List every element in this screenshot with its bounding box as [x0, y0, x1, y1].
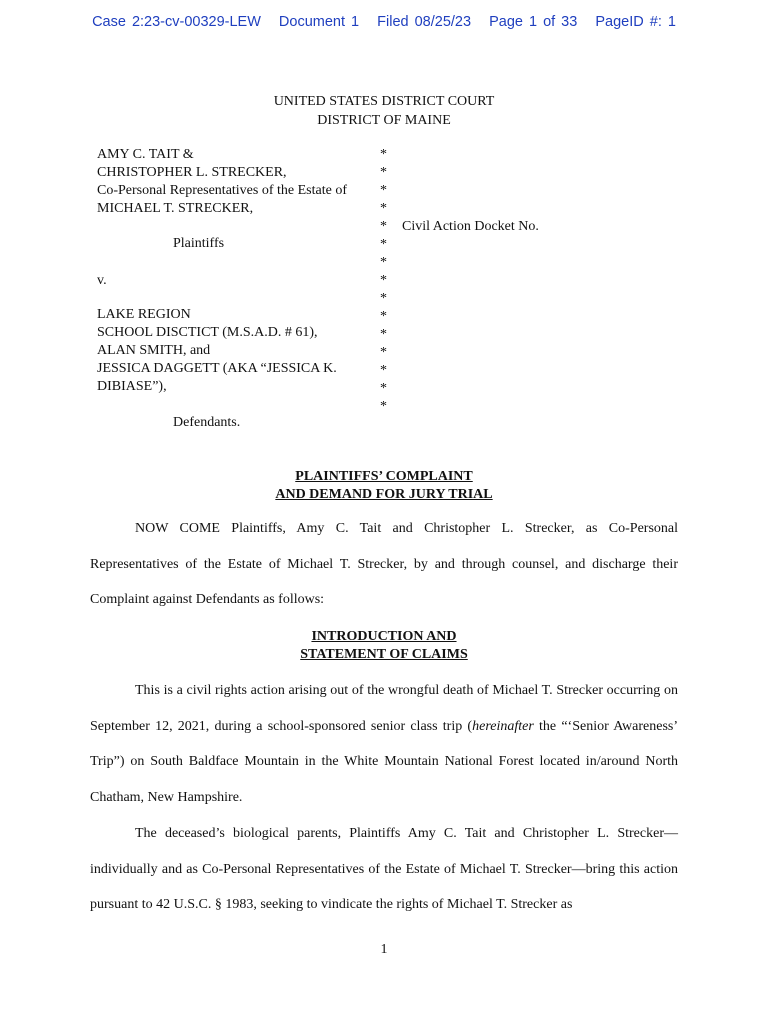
docket-label: Civil Action Docket No. [402, 219, 539, 234]
defendant-line-3: ALAN SMITH, and [97, 343, 211, 358]
case-header [0, 14, 768, 30]
caption-star: * [380, 165, 387, 180]
plaintiff-line-3: Co-Personal Representatives of the Estate of [97, 183, 347, 198]
complaint-title-line-2: AND DEMAND FOR JURY TRIAL [275, 487, 493, 502]
versus: v. [97, 273, 107, 288]
plaintiffs-label: Plaintiffs [173, 236, 225, 251]
defendants-label: Defendants. [173, 415, 241, 430]
para2-text: The deceased’s biological parents, Plaintiffs Amy C. Tait and Christopher L. Strecker—individually and as Co-Personal Representatives of the Estate of Michael T. Strecker—bring this action pursuant to 42 U.S.C. § 1983, seeking to vindicate the rights of Michael T. Strecker as [90, 826, 678, 913]
defendant-line-4: JESSICA DAGGETT (AKA “JESSICA K. [97, 361, 337, 376]
court-name: UNITED STATES DISTRICT COURT [273, 94, 495, 109]
body-paragraph-1 [90, 673, 678, 816]
document-number: Document 1 [278, 14, 360, 30]
defendant-line-2: SCHOOL DISCTICT (M.S.A.D. # 61), [97, 325, 318, 340]
plaintiff-line-2: CHRISTOPHER L. STRECKER, [97, 165, 287, 180]
caption-star: * [380, 237, 387, 252]
intro-paragraph-text: NOW COME Plaintiffs, Amy C. Tait and Christopher L. Strecker, as Co-Personal Representatives of the Estate of Michael T. Strecker, by and through counsel, and discharge their Complaint against Defendants as follows: [90, 521, 678, 608]
section-title-line-1: INTRODUCTION AND [311, 629, 457, 644]
complaint-title-line-1: PLAINTIFFS’ COMPLAINT [295, 469, 473, 484]
caption-star: * [380, 273, 387, 288]
caption-star: * [380, 291, 387, 306]
defendant-line-5: DIBIASE”), [97, 379, 167, 394]
caption-star: * [380, 345, 387, 360]
filed-date: Filed 08/25/23 [377, 14, 472, 30]
caption-star: * [380, 147, 387, 162]
caption-star: * [380, 363, 387, 378]
caption-star: * [380, 255, 387, 270]
plaintiff-line-4: MICHAEL T. STRECKER, [97, 201, 254, 216]
case-number: Case 2:23-cv-00329-LEW [92, 14, 261, 30]
caption-star: * [380, 399, 387, 414]
section-title-line-2: STATEMENT OF CLAIMS [300, 647, 468, 662]
para1-text-before: This is a civil rights action arising out of the wrongful death of Michael T. Strecker occurring on September 12, 2021, during a school-sponsored senior class trip ( [90, 683, 678, 734]
page-of-pages: Page 1 of 33 [489, 14, 578, 30]
body-paragraph-2 [90, 816, 678, 923]
complaint-title [0, 468, 768, 504]
caption-star: * [380, 381, 387, 396]
para1-text-after: the “‘Senior Awareness’ Trip”) on South Baldface Mountain in the White Mountain National Forest located in/around North Chatham, New Hampshire. [90, 718, 679, 806]
court-district: DISTRICT OF MAINE [317, 113, 451, 128]
plaintiff-line-1: AMY C. TAIT & [97, 147, 194, 162]
page-number: 1 [380, 942, 388, 957]
page-id: PageID #: 1 [595, 14, 676, 30]
caption-star: * [380, 183, 387, 198]
caption-star: * [380, 327, 387, 342]
caption-star: * [380, 201, 387, 216]
court-heading [0, 92, 768, 130]
caption-star: * [380, 309, 387, 324]
section-title [0, 628, 768, 664]
caption-star: * [380, 219, 387, 234]
para1-italic: hereinafter [472, 718, 534, 734]
intro-paragraph [90, 511, 678, 618]
defendant-line-1: LAKE REGION [97, 307, 191, 322]
